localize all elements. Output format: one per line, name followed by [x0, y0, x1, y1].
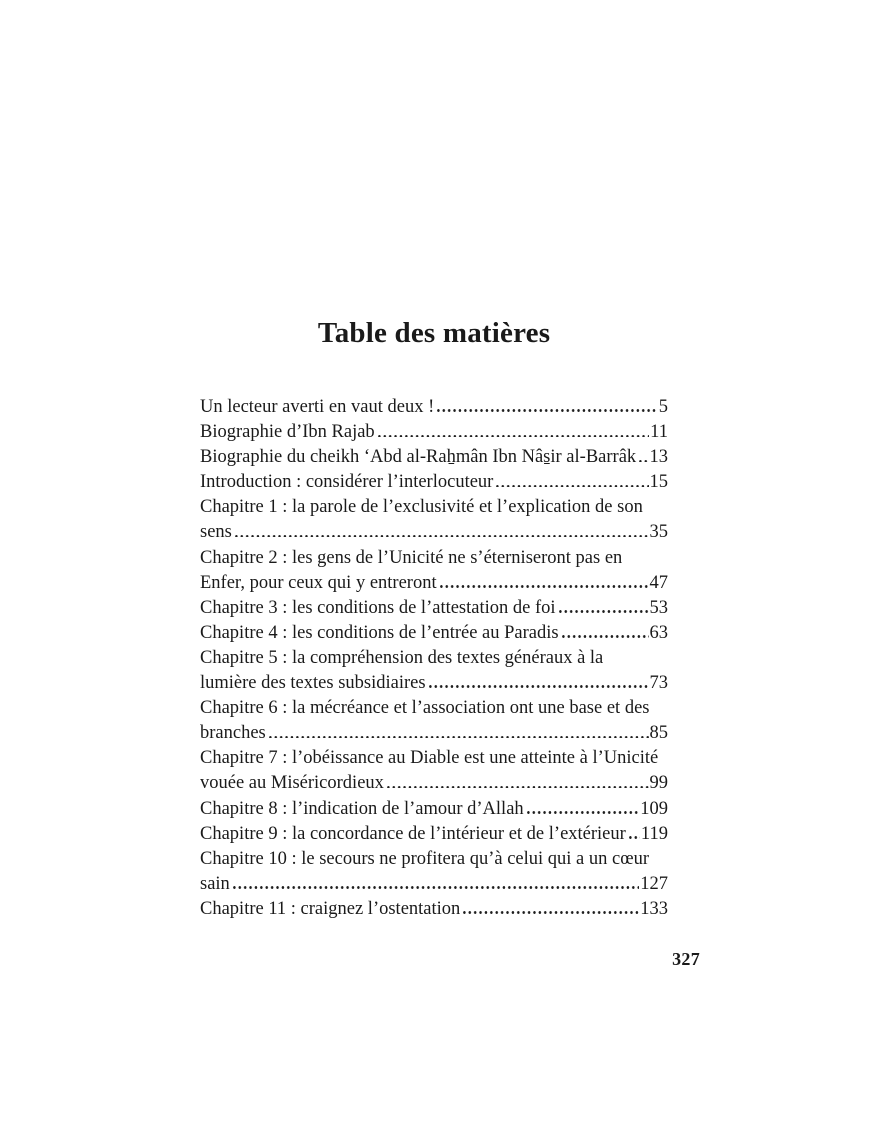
- toc-entry-text: Introduction : considérer l’interlocuteur: [200, 472, 494, 493]
- dot-leader: [440, 585, 649, 588]
- dot-leader: [235, 535, 649, 538]
- toc-entry-text: sens: [200, 522, 232, 543]
- toc-entry-last-line: [200, 771, 668, 796]
- toc-entry-text: vouée au Miséricordieux: [200, 773, 384, 794]
- toc-entry-last-line: [200, 671, 668, 696]
- toc-entry: [200, 621, 668, 646]
- toc-entry-page: 85: [649, 723, 668, 744]
- toc-list: [200, 395, 668, 922]
- toc-entry: [200, 596, 668, 621]
- toc-entry-last-line: [200, 520, 668, 545]
- toc-entry-text: Enfer, pour ceux qui y entreront: [200, 572, 437, 593]
- toc-entry-last-line: [200, 872, 668, 897]
- dot-leader: [437, 409, 658, 412]
- toc-entry-page: 11: [650, 422, 668, 443]
- toc-entry: [200, 495, 668, 545]
- toc-entry-last-line: [200, 420, 668, 445]
- toc-entry-last-line: [200, 897, 668, 922]
- toc-entry-text: lumière des textes subsidiaires: [200, 673, 426, 694]
- toc-entry-page: 127: [640, 873, 668, 894]
- toc-entry-text: branches: [200, 723, 266, 744]
- dot-leader: [378, 435, 649, 438]
- toc-entry-page: 13: [649, 447, 668, 468]
- toc-entry-text: Chapitre 10 : le secours ne profitera qu’à celui qui a un cœur: [200, 848, 649, 869]
- toc-entry: [200, 470, 668, 495]
- toc-entry-last-line: [200, 797, 668, 822]
- dot-leader: [562, 635, 649, 638]
- toc-entry-text: Chapitre 1 : la parole de l’exclusivité et l’explication de son: [200, 497, 643, 518]
- dot-leader: [629, 836, 640, 839]
- toc-entry-last-line: [200, 395, 668, 420]
- dot-leader: [429, 685, 649, 688]
- dot-leader: [269, 736, 649, 739]
- toc-entry-text: Chapitre 4 : les conditions de l’entrée au Paradis: [200, 622, 559, 643]
- toc-entry-last-line: [200, 571, 668, 596]
- toc-entry: [200, 746, 668, 796]
- toc-entry-text: sain: [200, 873, 230, 894]
- toc-entry-last-line: [200, 470, 668, 495]
- toc-entry: [200, 395, 668, 420]
- toc-entry-page: 5: [658, 397, 668, 417]
- toc-entry-page: 35: [649, 522, 668, 543]
- toc-entry-text: Un lecteur averti en vaut deux !: [200, 397, 435, 417]
- toc-entry-text: Chapitre 3 : les conditions de l’attestation de foi: [200, 597, 556, 618]
- dot-leader: [387, 786, 649, 789]
- toc-entry-text: Chapitre 7 : l’obéissance au Diable est une atteinte à l’Unicité: [200, 748, 659, 769]
- page-title: Table des matières: [317, 317, 551, 349]
- toc-entry-text: Chapitre 8 : l’indication de l’amour d’Allah: [200, 798, 524, 819]
- dot-leader: [496, 485, 648, 488]
- toc-entry: [200, 420, 668, 445]
- toc-entry-text: Biographie d’Ibn Rajab: [200, 422, 375, 443]
- toc-entry-page: 119: [640, 823, 668, 844]
- toc-entry-text: Chapitre 2 : les gens de l’Unicité ne s’éterniseront pas en: [200, 547, 623, 568]
- toc-entry-last-line: [200, 621, 668, 646]
- toc-entry-page: 109: [640, 798, 668, 819]
- page-number: 327: [672, 949, 700, 969]
- dot-leader: [559, 610, 649, 613]
- toc-entry: [200, 696, 668, 746]
- toc-entry-text: Chapitre 5 : la compréhension des textes généraux à la: [200, 647, 604, 668]
- dot-leader: [639, 460, 648, 463]
- toc-entry-last-line: [200, 596, 668, 621]
- toc-entry: [200, 797, 668, 822]
- toc-entry: [200, 445, 668, 470]
- toc-entry: [200, 847, 668, 897]
- toc-entry: [200, 546, 668, 596]
- dot-leader: [233, 886, 639, 889]
- toc-entry-text: Chapitre 11 : craignez l’ostentation: [200, 898, 461, 919]
- toc-entry-page: 47: [649, 572, 668, 593]
- dot-leader: [527, 811, 640, 814]
- toc-entry-page: 99: [649, 773, 668, 794]
- toc-entry-last-line: [200, 822, 668, 847]
- toc-entry-page: 15: [649, 472, 668, 493]
- toc-entry-text: Chapitre 9 : la concordance de l’intérieur et de l’extérieur: [200, 823, 626, 844]
- page-content: [200, 317, 668, 922]
- toc-entry-page: 63: [649, 622, 668, 643]
- toc-entry: [200, 822, 668, 847]
- toc-entry-page: 53: [649, 597, 668, 618]
- toc-entry-last-line: [200, 721, 668, 746]
- toc-entry-page: 73: [649, 673, 668, 694]
- toc-entry: [200, 897, 668, 922]
- toc-entry-text: Biographie du cheikh ‘Abd al-Raẖmân Ibn Nâs̱ir al-Barrâk: [200, 447, 637, 468]
- dot-leader: [463, 911, 639, 914]
- toc-entry-text: Chapitre 6 : la mécréance et l’association ont une base et des: [200, 698, 650, 719]
- toc-entry: [200, 646, 668, 696]
- toc-entry-page: 133: [640, 898, 668, 919]
- toc-entry-last-line: [200, 445, 668, 470]
